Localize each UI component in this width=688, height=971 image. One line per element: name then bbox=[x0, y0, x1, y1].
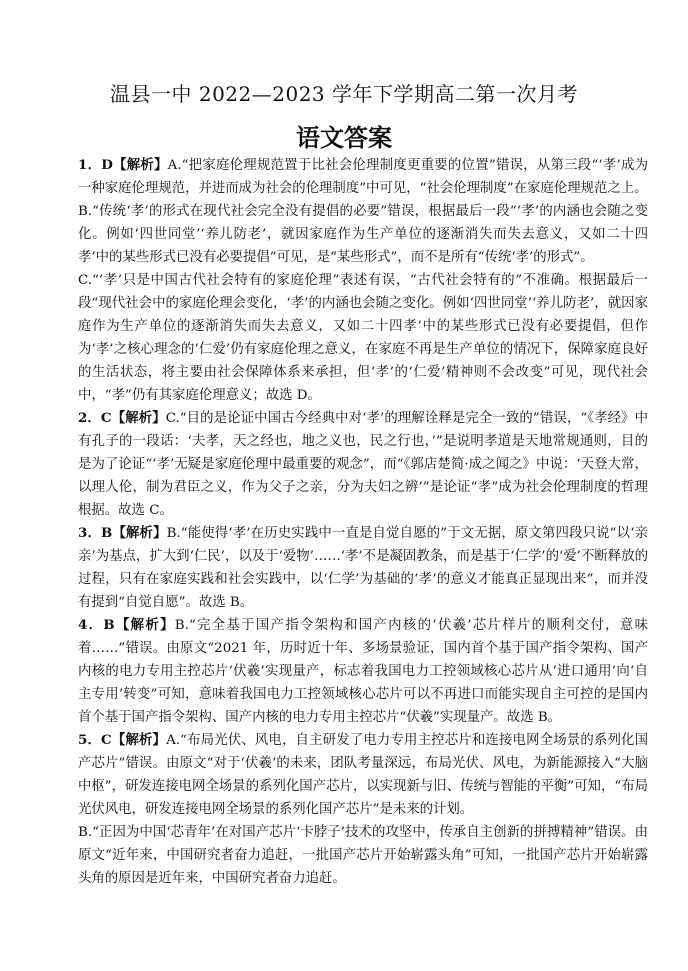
answer-1-c bbox=[78, 269, 648, 407]
answer-content bbox=[78, 154, 648, 890]
answer-2 bbox=[78, 407, 648, 522]
answer-1 bbox=[78, 154, 648, 200]
answer-4-text: B.“完全基于国产指令架构和国产内核的‘伏羲’芯片样片的顺利交付，意味着……”错误。由原文“2021 年，历时近十年、多场景验证，国内首个基于国产指令架构、国产内核的电力专用主控芯片‘伏羲’实现量产，标志着我国电力工控领域核心芯片从‘进口通用’向‘自主专用’转变”可知，意味着我国电力工控领域核心芯片可以不再进口而能实现自主可控的是国内首个基于国产指令架构、国产内核的电力专用主控芯片“伏羲”实现量产。故选 B。 bbox=[78, 618, 648, 725]
answer-1-b-text: B.“传统‘孝’的形式在现代社会完全没有提倡的必要”错误，根据最后一段“‘孝’的内涵也会随之变化。例如‘四世同堂’‘养儿防老’，就因家庭作为生产单位的逐渐消失而失去意义，又如二十四孝’中的某些形式已没有必要提倡”可见，是“某些形式”，而不是所有“传统‘孝’的形式”。 bbox=[78, 204, 648, 265]
answer-5-b-text: B.“正因为中国‘芯青年’在对国产芯片‘卡脖子’技术的攻坚中，传承自主创新的拼搏精神”错误。由原文“近年来，中国研究者奋力追赶，一批国产芯片开始崭露头角”可知，一批国产芯片开始崭露头角的原因是近年来，中国研究者奋力追赶。 bbox=[78, 825, 648, 886]
answer-3 bbox=[78, 522, 648, 614]
answer-1-b bbox=[78, 200, 648, 269]
page-title: 温县一中 2022—2023 学年下学期高二第一次月考 bbox=[109, 82, 578, 106]
answer-2-text: C.“目的是论证中国古今经典中对‘孝’的理解诠释是完全一致的”错误，“《孝经》中有孔子的一段话：‘夫孝，天之经也，地之义也，民之行也，’”是说明孝道是天地常规通则，目的是为了论证“‘孝’无疑是家庭伦理中最重要的观念”，而“《郭店楚简·成之闻之》中说：‘天登大常，以理人伦，制为君臣之义，作为父子之亲，分为夫妇之辨’”是论证“孝”成为社会伦理制度的哲理根据。故选 C。 bbox=[78, 411, 648, 518]
answer-3-text: B.“能使得‘孝’在历史实践中一直是自觉自愿的”于文无据，原文第四段只说“以‘亲亲’为基点，扩大到‘仁民’，以及于‘爱物’……‘孝’不是凝固教条，而是基于‘仁学’的‘爱’不断释放的过程，只有在家庭实践和社会实践中，以‘仁学’为基础的‘孝’的意义才能真正显现出来”，而并没有提到“自觉自愿”。故选 B。 bbox=[78, 526, 648, 610]
page-subtitle: 语文答案 bbox=[296, 123, 392, 152]
answer-5 bbox=[78, 729, 648, 821]
answer-4 bbox=[78, 614, 648, 729]
answer-3-label: 3．B【解析】 bbox=[78, 525, 167, 541]
answer-2-label: 2．C【解析】 bbox=[78, 410, 166, 426]
answer-5-text: A.“布局光伏、风电，自主研发了电力专用主控芯片和连接电网全场景的系列化国产芯片”错误。由原文“对于‘伏羲’的未来，团队考量深远，布局光伏、风电，为新能源接入“大脑中枢”，研发连接电网全场景的系列化国产芯片，以实现新与旧、传统与智能的平衡”可知，“布局光伏风电，研发连接电网全场景的系列化国产芯片”是未来的计划。 bbox=[78, 733, 648, 817]
answer-5-b bbox=[78, 821, 648, 890]
answer-1-c-text: C.“‘孝’只是中国古代社会特有的家庭伦理”表述有误，“古代社会特有的”不准确。根据最后一段“现代社会中的家庭伦理会变化，‘孝’的内涵也会随之变化。例如‘四世同堂’‘养儿防老’，就因家庭作为生产单位的逐渐消失而失去意义，又如二十四孝’中的某些形式已没有必要提倡，但作为‘孝’之核心理念的‘仁爱’仍有家庭伦理之意义，在家庭不再是生产单位的情况下，保障家庭良好的生活状态，将主要由社会保障体系来承担，但‘孝’的‘仁爱’精神则不会改变”可见，现代社会中，“孝”仍有其家庭伦理意义；故选 D。 bbox=[78, 273, 648, 403]
answer-5-label: 5．C【解析】 bbox=[78, 732, 167, 748]
answer-4-label: 4．B【解析】 bbox=[78, 617, 175, 633]
answer-1-text: A.“把家庭伦理规范置于比社会伦理制度更重要的位置”错误，从第三段“‘孝’成为一种家庭伦理规范，并进而成为社会的伦理制度”中可见，“社会伦理制度”在家庭伦理规范之上。 bbox=[78, 158, 648, 196]
answer-1-label: 1．D【解析】 bbox=[78, 157, 168, 173]
